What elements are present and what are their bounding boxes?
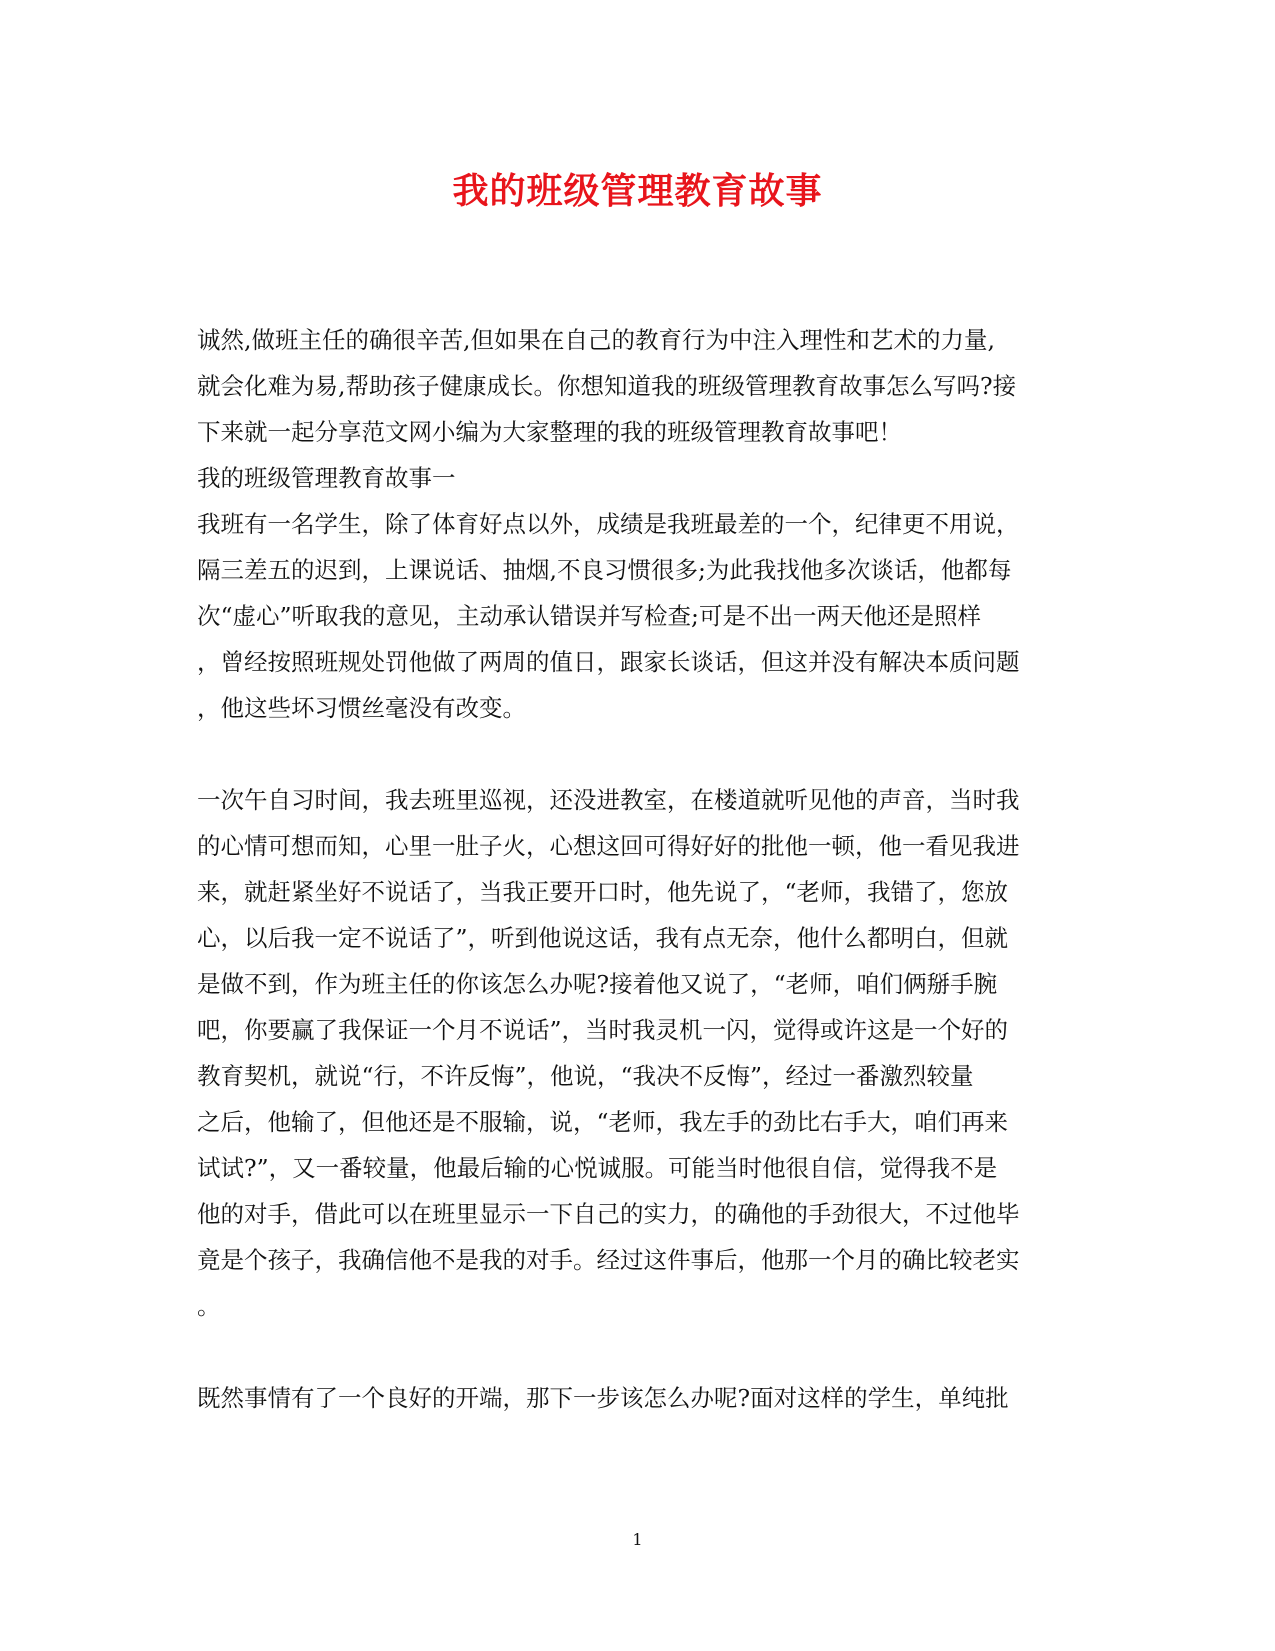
paragraph-1-line-4: ，曾经按照班规处罚他做了两周的值日，跟家长谈话，但这并没有解决本质问题 bbox=[197, 648, 1020, 676]
page-title: 我的班级管理教育故事 bbox=[452, 170, 823, 212]
paragraph-2-line-4: 心，以后我一定不说话了”，听到他说这话，我有点无奈，他什么都明白，但就 bbox=[197, 924, 1009, 952]
paragraph-3-line-1: 既然事情有了一个良好的开端，那下一步该怎么办呢?面对这样的学生，单纯批 bbox=[197, 1384, 1009, 1412]
page-number: 1 bbox=[632, 1530, 643, 1549]
paragraph-2-line-2: 的心情可想而知，心里一肚子火，心想这回可得好好的批他一顿，他一看见我进 bbox=[197, 832, 1020, 860]
paragraph-2-line-7: 教育契机，就说“行，不许反悔”，他说，“我决不反悔”，经过一番激烈较量 bbox=[197, 1062, 974, 1090]
paragraph-2-line-10: 他的对手，借此可以在班里显示一下自己的实力，的确他的手劲很大，不过他毕 bbox=[197, 1200, 1020, 1228]
paragraph-2-line-11: 竟是个孩子，我确信他不是我的对手。经过这件事后，他那一个月的确比较老实 bbox=[197, 1246, 1020, 1274]
paragraph-intro-line-1: 诚然,做班主任的确很辛苦,但如果在自己的教育行为中注入理性和艺术的力量, bbox=[197, 326, 995, 354]
paragraph-2-line-1: 一次午自习时间，我去班里巡视，还没进教室，在楼道就听见他的声音，当时我 bbox=[197, 786, 1020, 814]
paragraph-1-line-2: 隔三差五的迟到，上课说话、抽烟,不良习惯很多;为此我找他多次谈话，他都每 bbox=[197, 556, 1012, 584]
paragraph-intro-line-3: 下来就一起分享范文网小编为大家整理的我的班级管理教育故事吧！ bbox=[197, 418, 902, 446]
paragraph-2-line-9: 试试?”，又一番较量，他最后输的心悦诚服。可能当时他很自信，觉得我不是 bbox=[197, 1154, 998, 1182]
paragraph-1-line-1: 我班有一名学生，除了体育好点以外，成绩是我班最差的一个，纪律更不用说， bbox=[197, 510, 1020, 538]
paragraph-2-line-5: 是做不到，作为班主任的你该怎么办呢?接着他又说了，“老师，咱们俩掰手腕 bbox=[197, 970, 998, 998]
section-heading: 我的班级管理教育故事一 bbox=[197, 464, 456, 492]
paragraph-2-line-8: 之后，他输了，但他还是不服输，说，“老师，我左手的劲比右手大，咱们再来 bbox=[197, 1108, 1009, 1136]
paragraph-2-line-12: 。 bbox=[197, 1292, 221, 1320]
paragraph-2-line-6: 吧，你要赢了我保证一个月不说话”，当时我灵机一闪，觉得或许这是一个好的 bbox=[197, 1016, 1009, 1044]
paragraph-2-line-3: 来，就赶紧坐好不说话了，当我正要开口时，他先说了，“老师，我错了，您放 bbox=[197, 878, 1009, 906]
paragraph-intro-line-2: 就会化难为易,帮助孩子健康成长。你想知道我的班级管理教育故事怎么写吗?接 bbox=[197, 372, 1017, 400]
paragraph-1-line-3: 次“虚心”听取我的意见，主动承认错误并写检查;可是不出一两天他还是照样 bbox=[197, 602, 981, 630]
paragraph-1-line-5: ，他这些坏习惯丝毫没有改变。 bbox=[197, 694, 526, 722]
